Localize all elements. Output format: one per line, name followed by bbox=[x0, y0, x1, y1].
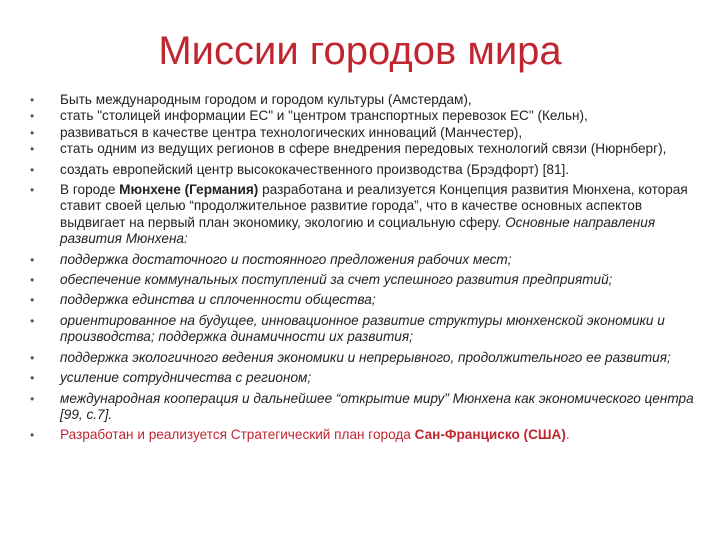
bullet-dot-icon: • bbox=[30, 293, 35, 308]
bullet-text: стать "столицей информации ЕС" и "центром транспортных перевозок ЕС" (Кельн), bbox=[60, 108, 588, 124]
bullet-dot-icon: • bbox=[30, 142, 35, 157]
bullet-item-jobs bbox=[30, 252, 694, 268]
bullet-dot-icon: • bbox=[30, 252, 35, 267]
bullet-dot-icon: • bbox=[30, 391, 35, 406]
bullet-text-end: . bbox=[565, 427, 570, 443]
bullet-item-ecology bbox=[30, 350, 694, 366]
bullet-text-body: разработана и реализуется Концепция развития Мюнхена, которая ставит своей целью “продолжительное развитие города”, что в качестве основных аспектов выдвигает на первый план экономику, экологию и социальную сферу. bbox=[60, 182, 688, 230]
bullet-dot-icon: • bbox=[30, 313, 35, 328]
bullet-text: поддержка достаточного и постоянного предложения рабочих мест; bbox=[60, 251, 512, 267]
bullet-text: стать одним из ведущих регионов в сфере внедрения передовых технологий связи (Нюрнберг), bbox=[60, 141, 667, 157]
bullet-dot-icon: • bbox=[30, 350, 35, 365]
bullet-text: поддержка единства и сплоченности общества; bbox=[60, 292, 376, 308]
bullet-dot-icon: • bbox=[30, 183, 35, 198]
bullet-text-lead: Разработан и реализуется Стратегический план города bbox=[60, 427, 415, 443]
bullet-item-nuernberg bbox=[30, 141, 694, 157]
bullet-item-cooperation bbox=[30, 391, 694, 424]
bullet-dot-icon: • bbox=[30, 371, 35, 386]
bullet-item-san-francisco bbox=[30, 427, 694, 443]
bullet-dot-icon: • bbox=[30, 125, 35, 140]
slide-title: Миссии городов мира bbox=[158, 29, 562, 73]
bullet-list bbox=[30, 92, 694, 444]
bullet-text: Быть международным городом и городом культуры (Амстердам), bbox=[60, 92, 472, 107]
bullet-item-region bbox=[30, 370, 694, 386]
bullet-dot-icon: • bbox=[30, 162, 35, 177]
bullet-text: ориентированное на будущее, инновационное развитие структуры мюнхенской экономики и производства; поддержка динамичности их развития; bbox=[60, 312, 665, 345]
bullet-item-bradford bbox=[30, 162, 694, 178]
bullet-item-revenue bbox=[30, 272, 694, 288]
munich-directions-heading: Основные направления развития Мюнхена: bbox=[60, 214, 656, 247]
bullet-text: поддержка экологичного ведения экономики и непрерывного, продолжительного ее развития; bbox=[60, 349, 671, 365]
city-name-san-francisco: Сан-Франциско (США) bbox=[414, 427, 566, 443]
bullet-item-innovation bbox=[30, 313, 694, 346]
bullet-item-koeln bbox=[30, 108, 694, 124]
bullet-text: развиваться в качестве центра технологических инноваций (Манчестер), bbox=[60, 124, 523, 140]
bullet-dot-icon: • bbox=[30, 93, 35, 107]
bullet-text: создать европейский центр высококачественного производства (Брэдфорт) [81]. bbox=[60, 161, 570, 177]
bullet-dot-icon: • bbox=[30, 109, 35, 124]
bullet-text: обеспечение коммунальных поступлений за счет успешного развития предприятий; bbox=[60, 272, 613, 288]
bullet-item-manchester bbox=[30, 125, 694, 141]
bullet-text: международная кооперация и дальнейшее “открытие миру” Мюнхена как экономического центра [99, с.7]. bbox=[60, 390, 694, 422]
bullet-dot-icon: • bbox=[30, 273, 35, 288]
bullet-text-lead: В городе bbox=[60, 182, 120, 198]
bullet-item-munich bbox=[30, 182, 694, 248]
bullet-item-unity bbox=[30, 292, 694, 308]
bullet-text: усиление сотрудничества с регионом; bbox=[60, 370, 312, 386]
city-name-munich: Мюнхене (Германия) bbox=[119, 182, 259, 198]
bullet-item-amsterdam bbox=[30, 92, 694, 108]
bullet-dot-icon: • bbox=[30, 428, 35, 443]
